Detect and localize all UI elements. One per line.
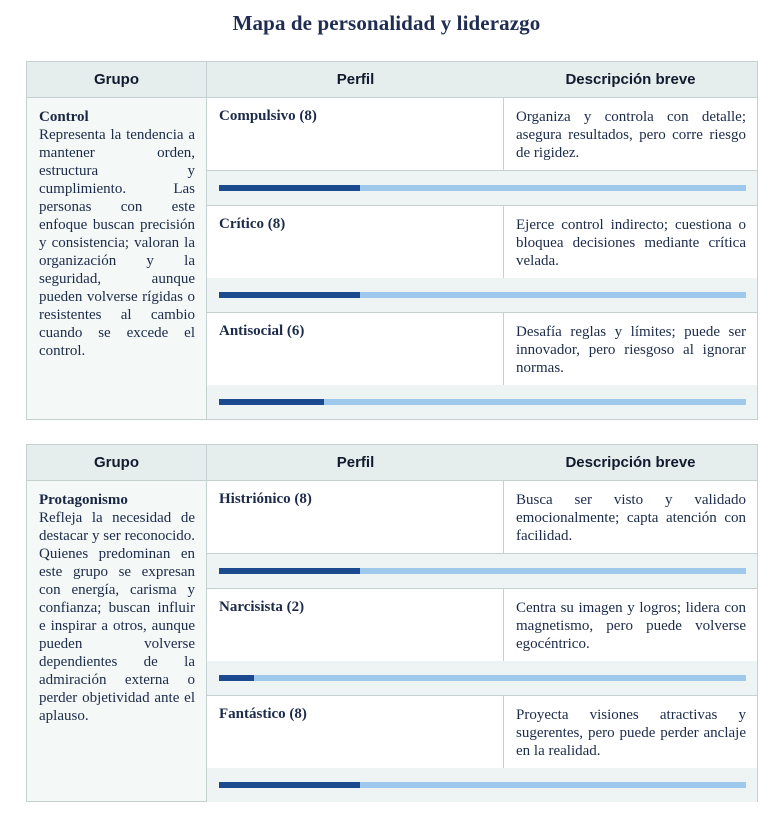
profile-name: Compulsivo (8)	[219, 108, 317, 124]
profile-description: Organiza y controla con detalle; asegura resultados, pero corre riesgo de rigidez.	[516, 109, 746, 161]
score-bar-fill	[219, 399, 324, 405]
divider	[503, 206, 504, 278]
divider	[503, 313, 504, 385]
score-bar-track	[219, 568, 746, 574]
profile-name: Antisocial (6)	[219, 323, 305, 339]
header-group: Grupo	[94, 454, 139, 471]
score-bar-fill	[219, 675, 254, 681]
score-bar-track	[219, 782, 746, 788]
profile-description: Busca ser visto y validado emocionalmente; capta atención con facilidad.	[516, 492, 746, 544]
score-bar-row	[207, 278, 757, 313]
profile-description: Proyecta visiones atractivas y sugerentes, pero puede perder anclaje en la realidad.	[516, 707, 746, 759]
page-title: Mapa de personalidad y liderazgo	[232, 11, 541, 35]
group-cell	[27, 481, 206, 801]
table-row	[207, 589, 757, 662]
column-divider	[206, 445, 207, 801]
header-description: Descripción breve	[565, 454, 696, 471]
divider	[503, 98, 504, 170]
table-row	[207, 313, 757, 386]
header-group: Grupo	[94, 71, 139, 88]
table-header	[27, 62, 757, 98]
table-header	[27, 445, 757, 481]
group-description	[39, 108, 195, 360]
group-name: Protagonismo	[39, 492, 128, 508]
table-row	[207, 481, 757, 554]
score-bar-row	[207, 554, 757, 589]
column-divider	[206, 62, 207, 419]
score-bar-fill	[219, 185, 360, 191]
divider	[503, 589, 504, 661]
profile-description: Desafía reglas y límites; puede ser innovador, pero riesgoso al ignorar normas.	[516, 324, 746, 376]
group-description	[39, 491, 195, 725]
profile-name: Fantástico (8)	[219, 706, 307, 722]
score-bar-row	[207, 171, 757, 206]
profile-description: Centra su imagen y logros; lidera con magnetismo, pero puede volverse egocéntrico.	[516, 600, 746, 652]
group-table-control	[26, 61, 758, 420]
score-bar-fill	[219, 782, 360, 788]
score-bar-fill	[219, 568, 360, 574]
profile-name: Histriónico (8)	[219, 491, 312, 507]
score-bar-track	[219, 675, 746, 681]
group-table-protagonismo	[26, 444, 758, 802]
group-text: Representa la tendencia a mantener orden, estructura y cumplimiento. Las personas con este enfoque buscan precisión y consistencia; valoran la organización y la seguridad, aunque pueden volverse rígidas o resistentes al cambio cuando se excede el control.	[39, 127, 195, 359]
divider	[503, 481, 504, 553]
header-profile: Perfil	[336, 454, 375, 471]
header-profile: Perfil	[336, 71, 375, 88]
score-bar-track	[219, 399, 746, 405]
header-description: Descripción breve	[565, 71, 696, 88]
table-row	[207, 206, 757, 279]
profile-name: Crítico (8)	[219, 216, 286, 232]
score-bar-row	[207, 661, 757, 696]
divider	[503, 696, 504, 768]
table-row	[207, 696, 757, 769]
group-cell	[27, 98, 206, 419]
score-bar-row	[207, 768, 757, 802]
group-name: Control	[39, 109, 89, 125]
profile-description: Ejerce control indirecto; cuestiona o bloquea decisiones mediante crítica velada.	[516, 217, 746, 269]
profile-name: Narcisista (2)	[219, 599, 305, 615]
group-text: Refleja la necesidad de destacar y ser reconocido. Quienes predominan en este grupo se expresan con energía, carisma y confianza; buscan influir e inspirar a otros, aunque pueden volverse dependientes de la admiración externa o perder objetividad ante el aplauso.	[39, 510, 195, 724]
score-bar-track	[219, 292, 746, 298]
score-bar-track	[219, 185, 746, 191]
score-bar-row	[207, 385, 757, 419]
score-bar-fill	[219, 292, 360, 298]
table-row	[207, 98, 757, 171]
